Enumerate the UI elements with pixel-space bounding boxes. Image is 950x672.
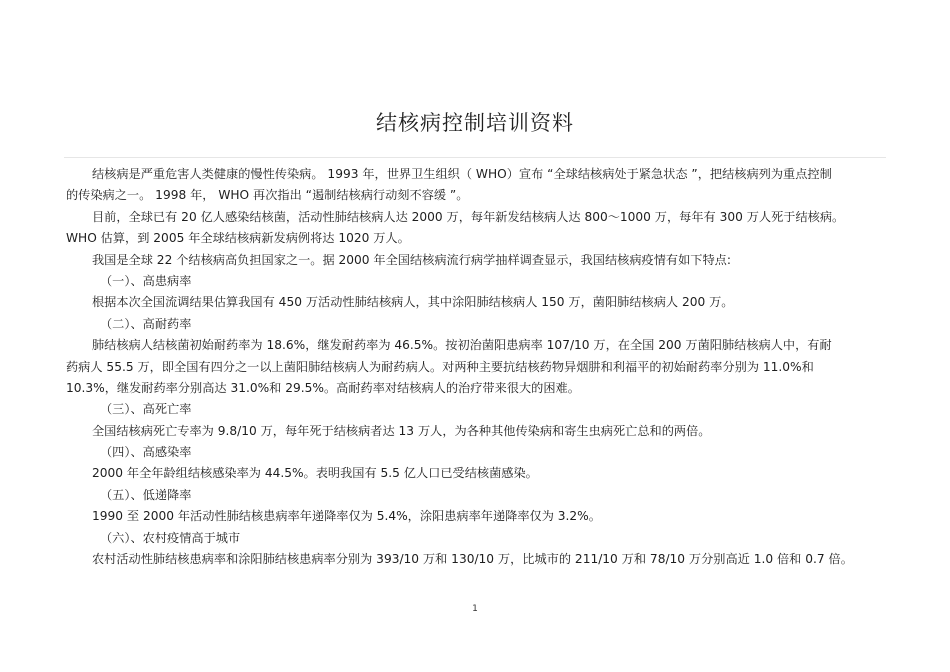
document-body (66, 164, 886, 570)
paragraph-line: 肺结核病人结核菌初始耐药率为 18.6%，继发耐药率为 46.5%。按初治菌阳患病率 107/10 万，在全国 200 万菌阳肺结核病人中，有耐 (92, 338, 832, 353)
paragraph-line: 目前，全球已有 20 亿人感染结核菌，活动性肺结核病人达 2000 万，每年新发结核病人达 800～1000 万，每年有 300 万人死于结核病。 (92, 209, 845, 224)
document-title: 结核病控制培训资料 (376, 111, 574, 135)
section-heading: （六）、农村疫情高于城市 (100, 530, 241, 545)
section-heading: （四）、高感染率 (100, 445, 192, 460)
paragraph-line: 全国结核病死亡专率为 9.8/10 万，每年死于结核病者达 13 万人，为各种其他传染病和寄生虫病死亡总和的两倍。 (92, 423, 711, 438)
section-heading: （一）、高患病率 (100, 273, 192, 288)
paragraph-line: 1990 至 2000 年活动性肺结核患病率年递降率仅为 5.4%，涂阳患病率年递降率仅为 3.2%。 (92, 509, 601, 524)
paragraph-line: 我国是全球 22 个结核病高负担国家之一。据 2000 年全国结核病流行病学抽样调查显示，我国结核病疫情有如下特点: (92, 252, 731, 267)
paragraph-line: 10.3%，继发耐药率分别高达 31.0%和 29.5%。高耐药率对结核病人的治疗带来很大的困难。 (66, 380, 580, 395)
paragraph-line: 农村活动性肺结核患病率和涂阳肺结核患病率分别为 393/10 万和 130/10 万，比城市的 211/10 万和 78/10 万分别高近 1.0 倍和 0.7 倍。 (92, 552, 853, 567)
paragraph-line: 根据本次全国流调结果估算我国有 450 万活动性肺结核病人，其中涂阳肺结核病人 150 万，菌阳肺结核病人 200 万。 (92, 295, 734, 310)
section-heading: （二）、高耐药率 (100, 316, 192, 331)
section-heading: （五）、低递降率 (100, 487, 192, 502)
title-divider (64, 157, 886, 158)
paragraph-line: 结核病是严重危害人类健康的慢性传染病。 1993 年，世界卫生组织（ WHO）宣布 “全球结核病处于紧急状态 ”，把结核病列为重点控制 (92, 167, 832, 181)
paragraph-line: WHO 估算，到 2005 年全球结核病新发病例将达 1020 万人。 (66, 231, 410, 246)
paragraph-line: 2000 年全年龄组结核感染率为 44.5%。表明我国有 5.5 亿人口已受结核菌感染。 (92, 466, 538, 481)
paragraph-line: 的传染病之一。 1998 年， WHO 再次指出 “遏制结核病行动刻不容缓 ”。 (66, 188, 469, 203)
paragraph-line: 药病人 55.5 万，即全国有四分之一以上菌阳肺结核病人为耐药病人。对两种主要抗结核药物异烟肼和利福平的初始耐药率分别为 11.0%和 (66, 359, 814, 374)
page-number: 1 (472, 604, 478, 614)
section-heading: （三）、高死亡率 (100, 402, 192, 417)
